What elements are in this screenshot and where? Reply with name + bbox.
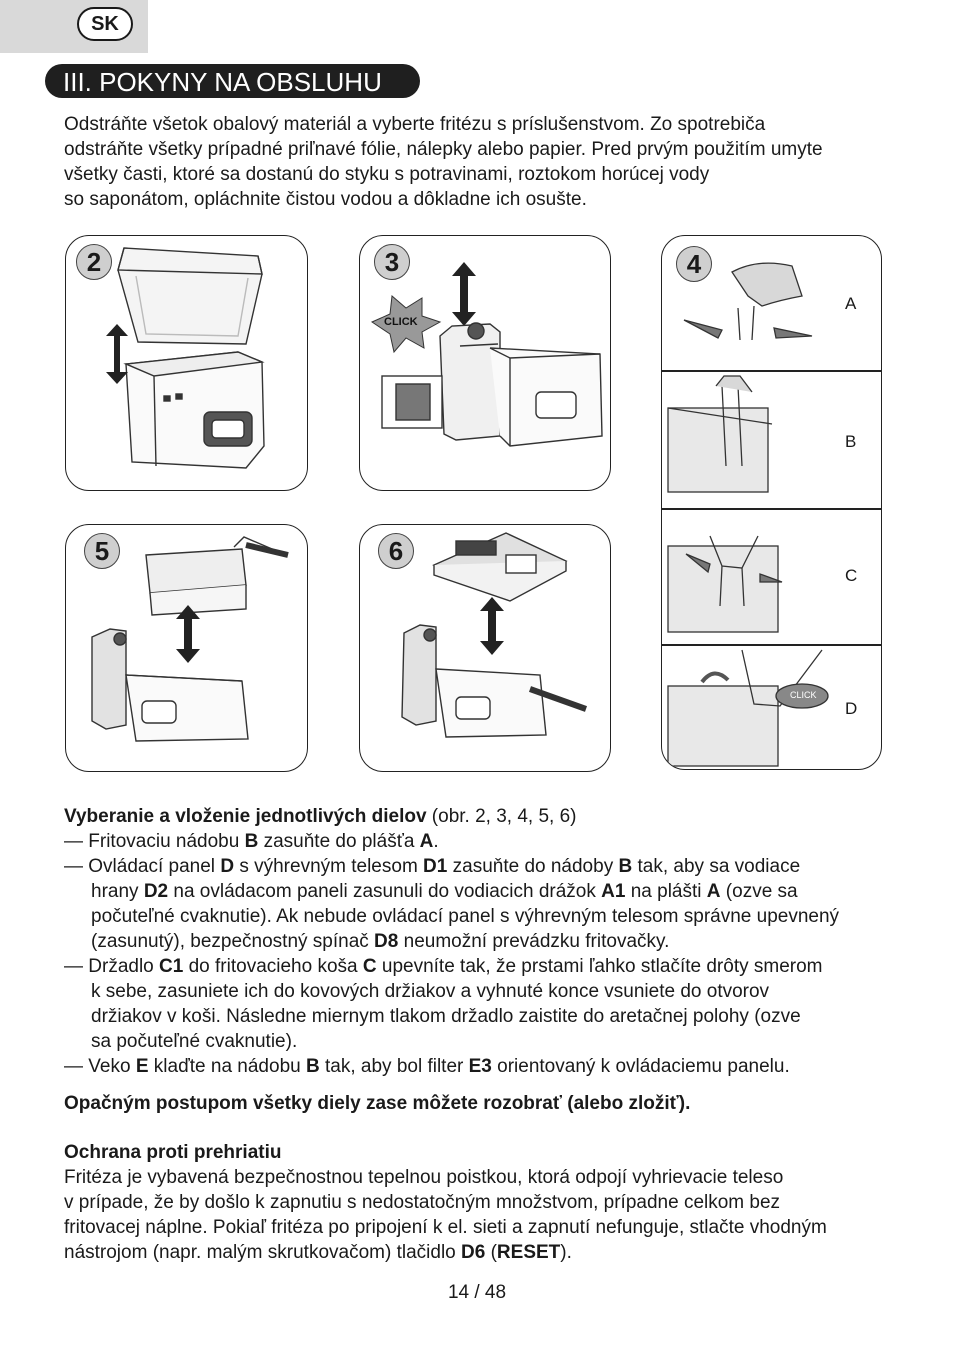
sub-step-label-b: B [845, 432, 857, 451]
step-number-4: 4 [676, 246, 712, 282]
part-ref: C1 [159, 956, 184, 977]
text: neumožní prevádzku fritovačky. [398, 931, 670, 952]
assembly-heading [64, 804, 914, 829]
text: nástrojom (napr. malým skrutkovačom) tlačidlo [64, 1242, 462, 1263]
text: — Fritovaciu nádobu [64, 831, 245, 852]
text: ( [485, 1242, 497, 1263]
sub-step-divider [662, 508, 882, 510]
sub-step-label-c: C [845, 566, 858, 585]
page-number: 14 / 48 [447, 1282, 507, 1303]
click-label-small: CLICK [790, 690, 817, 700]
text: ). [560, 1242, 572, 1263]
step-number-3: 3 [374, 244, 410, 280]
assembly-item-4 [64, 1054, 914, 1079]
text: — Veko [64, 1056, 136, 1077]
part-ref: B [618, 856, 633, 877]
part-ref: E3 [468, 1056, 492, 1077]
basket-handle-illustration [662, 236, 882, 770]
intro-line: Odstráňte všetok obalový materiál a vyberte fritézu s príslušenstvom. Zo spotrebiča [64, 114, 766, 135]
part-ref: D6 [461, 1242, 486, 1263]
text: tak, aby bol filter [319, 1056, 469, 1077]
language-badge: SK [77, 7, 133, 41]
assembly-item-3 [64, 954, 914, 1054]
text: klaďte na nádobu [148, 1056, 306, 1077]
step-number-2: 2 [76, 244, 112, 280]
overheat-line-last [64, 1240, 914, 1265]
part-ref: A [419, 831, 434, 852]
text: orientovaný k ovládaciemu panelu. [491, 1056, 790, 1077]
text: tak, aby sa vodiace [632, 856, 801, 877]
intro-line: odstráňte všetky prípadné priľnavé fólie, nálepky alebo papier. Pred prvým použitím umyte [64, 139, 823, 160]
part-ref: D8 [374, 931, 399, 952]
part-ref: E [135, 1056, 149, 1077]
intro-line: so saponátom, opláchnite čistou vodou a dôkladne ich osušte. [64, 189, 587, 210]
part-ref: B [305, 1056, 320, 1077]
step-number-6: 6 [378, 533, 414, 569]
text: — Ovládací panel [64, 856, 221, 877]
figure-4-panel [661, 235, 882, 770]
part-ref: A1 [601, 881, 626, 902]
overheat-heading-text: Ochrana proti prehriatiu [64, 1142, 282, 1163]
text: upevníte tak, že prstami ľahko stlačíte drôty smerom [376, 956, 823, 977]
sub-step-divider [662, 644, 882, 646]
figure-5-panel [65, 524, 308, 772]
part-ref: C [362, 956, 377, 977]
text: (zasunutý), bezpečnostný spínač [91, 931, 375, 952]
assembly-heading-bold: Vyberanie a vloženie jednotlivých dielov [64, 806, 427, 827]
part-ref: D2 [143, 881, 169, 902]
intro-line: všetky časti, ktoré sa dostanú do styku s potravinami, roztokom horúcej vody [64, 164, 710, 185]
text: na ovládacom paneli zasunuli do vodiacich drážok [168, 881, 602, 902]
sub-step-label-d: D [845, 699, 858, 718]
text: počuteľné cvaknutie). Ak nebude ovládací panel s výhrevným telesom správne upevnený [91, 906, 840, 927]
reverse-note [64, 1091, 914, 1116]
figure-6-panel [359, 524, 611, 772]
overheat-line: Fritéza je vybavená bezpečnostnou tepelnou poistkou, ktorá odpojí vyhrievacie teleso [64, 1167, 784, 1188]
part-ref: D [220, 856, 235, 877]
text: zasuňte do nádoby [447, 856, 619, 877]
text: držiakov v koši. Následne miernym tlakom držadlo zaistite do aretačnej polohy (ozve [91, 1006, 801, 1027]
text: na plášti [625, 881, 707, 902]
step-number-5: 5 [84, 533, 120, 569]
intro-paragraph [64, 112, 904, 212]
part-ref: RESET [496, 1242, 561, 1263]
instructions-body [64, 804, 914, 1265]
part-ref: D1 [423, 856, 448, 877]
text: sa počuteľné cvaknutie). [91, 1031, 298, 1052]
sub-step-label-a: A [845, 294, 857, 313]
assembly-heading-rest: (obr. 2, 3, 4, 5, 6) [426, 806, 577, 827]
assembly-item-1 [64, 829, 914, 854]
section-title: III. POKYNY NA OBSLUHU [45, 64, 420, 98]
text: (ozve sa [720, 881, 798, 902]
spacer [64, 1079, 914, 1091]
text: do fritovacieho koša [183, 956, 363, 977]
sub-step-divider [662, 370, 882, 372]
reverse-note-text: Opačným postupom všetky diely zase môžete rozobrať (alebo zložiť). [64, 1093, 691, 1114]
assembly-item-2 [64, 854, 914, 954]
language-tab [0, 0, 148, 53]
text: . [433, 831, 439, 852]
overheat-line: fritovacej náplne. Pokiaľ fritéza po pripojení k el. sieti a zapnutí nefunguje, stlačte vhodným [64, 1217, 827, 1238]
text: zasuňte do plášťa [258, 831, 420, 852]
text: — Držadlo [64, 956, 160, 977]
text: s výhrevným telesom [234, 856, 424, 877]
text: k sebe, zasuniete ich do kovových držiakov a vyhnuté konce vsuniete do otvorov [91, 981, 770, 1002]
overheat-line: v prípade, že by došlo k zapnutiu s nedostatočným množstvom, prípadne celkom bez [64, 1192, 781, 1213]
overheat-heading [64, 1140, 914, 1165]
figure-3-panel [359, 235, 611, 491]
spacer [64, 1116, 914, 1140]
part-ref: A [706, 881, 721, 902]
figure-2-panel [65, 235, 308, 491]
click-label: CLICK [384, 316, 418, 328]
part-ref: B [244, 831, 259, 852]
text: hrany [91, 881, 144, 902]
